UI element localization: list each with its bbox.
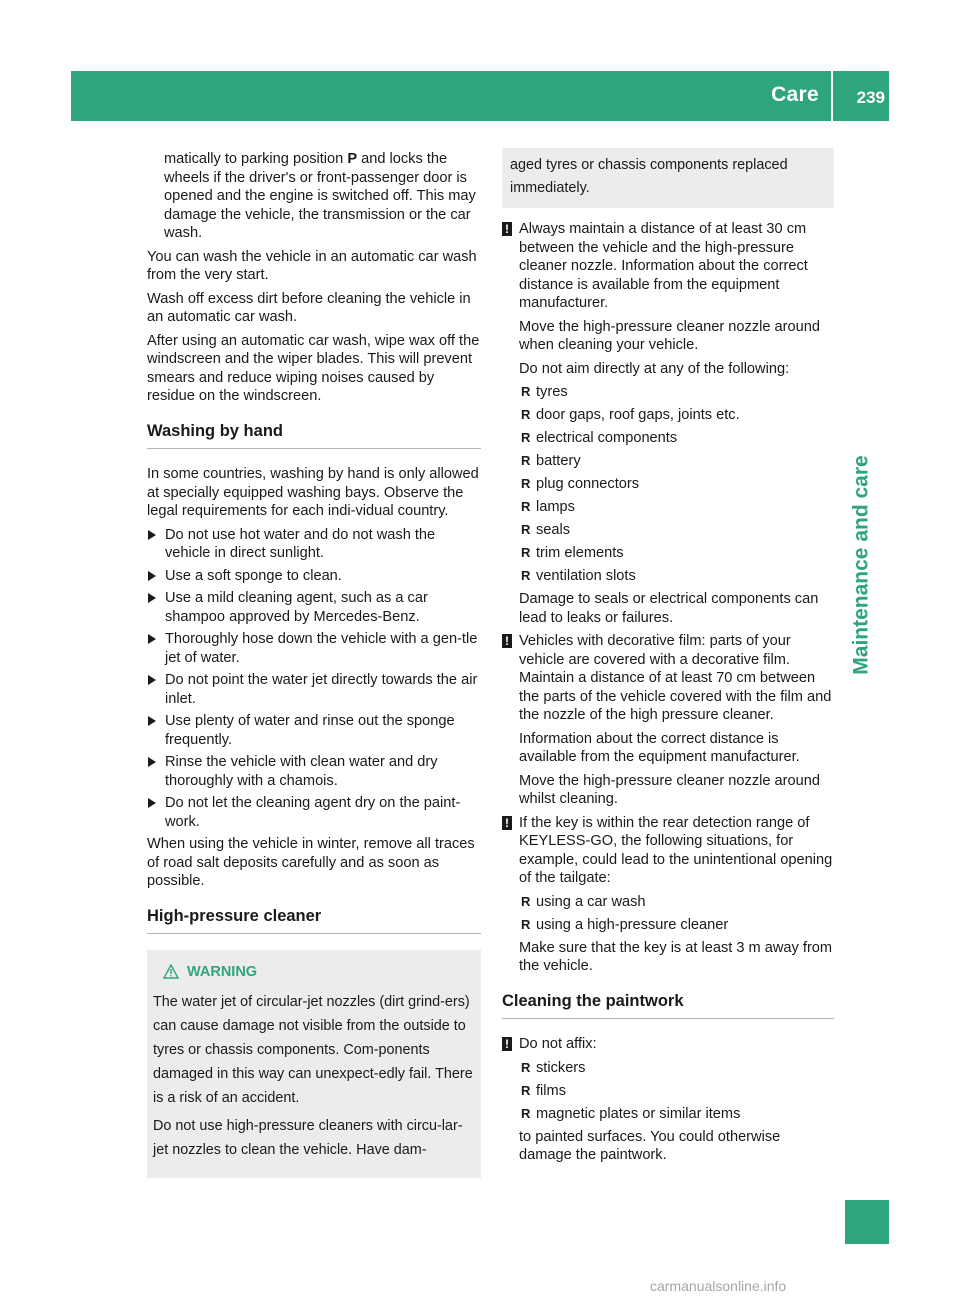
- note-text: Always maintain a distance of at least 30 cm between the vehicle and the high-pressure cleaner nozzle. Information about the correct distance is available from the equipment manufacturer.: [519, 221, 808, 311]
- list-item-text: magnetic plates or similar items: [536, 1105, 741, 1122]
- r-bullet-icon: R: [521, 476, 531, 491]
- note-text: Information about the correct distance is available from the equipment manufacturer.: [519, 730, 800, 765]
- list-item-text: using a car wash: [536, 893, 646, 910]
- list-item-text: plug connectors: [536, 476, 640, 492]
- r-bullet-icon: R: [521, 568, 531, 583]
- exclamation-icon: !: [502, 634, 512, 648]
- note-text: If the key is within the rear detection range of KEYLESS-GO, the following situations, for example, could lead to the unintentional opening of the tailgate:: [519, 814, 833, 886]
- exclamation-icon: !: [502, 816, 512, 830]
- r-bullet-icon: R: [521, 453, 531, 468]
- intro-text-b: and locks the wheels if the driver's or front-passenger door is opened and the engine is switched off. This may damage the vehicle, the transmission or the car wash.: [164, 151, 476, 241]
- heading-high-pressure-cleaner: High-pressure cleaner: [147, 907, 481, 935]
- list-item: [519, 383, 834, 402]
- r-bullet-icon: R: [521, 384, 531, 399]
- r-bullet-icon: R: [521, 1082, 531, 1098]
- list-item: [519, 521, 834, 540]
- list-item: [519, 1059, 834, 1078]
- warning-triangle-icon: [163, 964, 179, 979]
- note-decorative-film: [502, 632, 834, 809]
- washing-intro: In some countries, washing by hand is only allowed at specially equipped washing bays. Observe the legal requirements for each indi-vidual country.: [147, 466, 479, 519]
- action-step: [147, 671, 481, 708]
- r-bullet-icon: R: [521, 499, 531, 514]
- list-item: [519, 1105, 834, 1124]
- note-text: Do not aim directly at any of the following:: [519, 360, 790, 377]
- warning-paragraph: Do not use high-pressure cleaners with circu-lar-jet nozzles to clean the vehicle. Have dam-: [153, 1118, 463, 1158]
- intro-paragraph: [147, 150, 481, 243]
- header-bar: [71, 71, 889, 121]
- action-step: [147, 630, 481, 667]
- paragraph: After using an automatic car wash, wipe wax off the windscreen and the wiper blades. This will prevent smears and reduce wiping noises caused by residue on the windscreen.: [147, 332, 480, 404]
- note-text: Move the high-pressure cleaner nozzle around when cleaning your vehicle.: [519, 318, 820, 353]
- action-step: [147, 712, 481, 749]
- note-text: Move the high-pressure cleaner nozzle around whilst cleaning.: [519, 772, 820, 807]
- note-text: Do not affix:: [519, 1036, 597, 1052]
- list-item: [519, 452, 834, 471]
- list-item: [519, 475, 834, 494]
- step-text: Use a soft sponge to clean.: [165, 567, 342, 584]
- r-bullet-icon: R: [521, 545, 531, 560]
- list-item-text: battery: [536, 453, 581, 469]
- intro-text-bold: P: [347, 151, 358, 167]
- list-item: [519, 1082, 834, 1101]
- action-step: [147, 753, 481, 790]
- r-bullet-icon: R: [521, 522, 531, 537]
- list-item-text: using a high-pressure cleaner: [536, 916, 729, 933]
- r-bullet-icon: R: [521, 1059, 531, 1075]
- note-text: Vehicles with decorative film: parts of your vehicle are covered with a decorative film. Maintain a distance of at least 70 cm between the parts of the vehicle covered with the film and the nozzle of the high pressure cleaner.: [519, 633, 832, 723]
- page-number: 239: [856, 88, 885, 107]
- winter-note: When using the vehicle in winter, remove all traces of road salt deposits carefully and as soon as possible.: [147, 836, 475, 889]
- triangle-right-icon: [148, 634, 156, 644]
- list-item-text: tyres: [536, 384, 568, 400]
- action-step: [147, 589, 481, 626]
- step-text: Do not point the water jet directly towards the air inlet.: [165, 672, 478, 707]
- warning-title: WARNING: [187, 964, 258, 980]
- triangle-right-icon: [148, 716, 156, 726]
- step-text: Thoroughly hose down the vehicle with a gen-tle jet of water.: [165, 631, 478, 666]
- warning-title-row: [153, 960, 475, 984]
- list-item-text: door gaps, roof gaps, joints etc.: [536, 407, 740, 423]
- note-keyless-go: [502, 814, 834, 976]
- side-tab-label: Maintenance and care: [850, 455, 874, 675]
- step-text: Use plenty of water and rinse out the sponge frequently.: [165, 713, 455, 748]
- list-item: [519, 498, 834, 517]
- triangle-right-icon: [148, 675, 156, 685]
- list-item-text: films: [536, 1082, 566, 1099]
- heading-washing-by-hand: Washing by hand: [147, 422, 481, 450]
- section-title: Care: [771, 83, 819, 106]
- r-bullet-icon: R: [521, 407, 531, 422]
- exclamation-icon: !: [502, 222, 512, 236]
- list-item: [519, 544, 834, 563]
- list-item-text: trim elements: [536, 545, 624, 561]
- warning-box: [147, 950, 481, 1178]
- note-text: to painted surfaces. You could otherwise damage the paintwork.: [519, 1128, 781, 1163]
- left-column: [147, 150, 481, 1178]
- list-item: [519, 429, 834, 448]
- action-step: [147, 567, 481, 586]
- note-do-not-affix: [502, 1035, 834, 1165]
- right-column: [502, 150, 834, 1170]
- list-item: [519, 916, 834, 935]
- note-text: Damage to seals or electrical components can lead to leaks or failures.: [519, 591, 819, 626]
- warning-box-continued: aged tyres or chassis components replaced immediately.: [502, 148, 834, 208]
- list-item-text: lamps: [536, 499, 575, 515]
- step-text: Do not let the cleaning agent dry on the paint-work.: [165, 795, 461, 830]
- triangle-right-icon: [148, 593, 156, 603]
- side-tab: [835, 450, 889, 680]
- triangle-right-icon: [148, 757, 156, 767]
- heading-cleaning-paintwork: Cleaning the paintwork: [502, 992, 834, 1020]
- triangle-right-icon: [148, 798, 156, 808]
- step-text: Rinse the vehicle with clean water and dry thoroughly with a chamois.: [165, 754, 438, 789]
- triangle-right-icon: [148, 571, 156, 581]
- step-text: Use a mild cleaning agent, such as a car shampoo approved by Mercedes-Benz.: [165, 590, 428, 625]
- watermark: carmanualsonline.info: [650, 1278, 787, 1294]
- triangle-right-icon: [148, 530, 156, 540]
- warning-paragraph: The water jet of circular-jet nozzles (dirt grind-ers) can cause damage not visible from the outside to tyres or chassis components. Com-ponents damaged in this way can unexpect-edly fail. There is a risk of an accident.: [153, 994, 473, 1106]
- action-step: [147, 526, 481, 563]
- list-item-text: seals: [536, 522, 571, 538]
- action-step: [147, 794, 481, 831]
- list-item: [519, 893, 834, 912]
- r-bullet-icon: R: [521, 430, 531, 445]
- exclamation-icon: !: [502, 1037, 512, 1051]
- list-item-text: ventilation slots: [536, 568, 636, 584]
- paragraph: You can wash the vehicle in an automatic car wash from the very start.: [147, 248, 477, 283]
- step-text: Do not use hot water and do not wash the vehicle in direct sunlight.: [165, 526, 436, 561]
- header-divider: [831, 71, 833, 121]
- side-marker: [845, 1200, 889, 1244]
- r-bullet-icon: R: [521, 916, 531, 932]
- r-bullet-icon: R: [521, 1105, 531, 1121]
- list-item-text: electrical components: [536, 430, 678, 446]
- r-bullet-icon: R: [521, 893, 531, 909]
- list-item: [519, 406, 834, 425]
- note-text: Make sure that the key is at least 3 m away from the vehicle.: [519, 939, 833, 974]
- list-item-text: stickers: [536, 1059, 586, 1076]
- note-high-pressure-distance: [502, 220, 834, 627]
- list-item: [519, 567, 834, 586]
- paragraph: Wash off excess dirt before cleaning the vehicle in an automatic car wash.: [147, 290, 471, 325]
- intro-text-a: matically to parking position: [164, 151, 348, 167]
